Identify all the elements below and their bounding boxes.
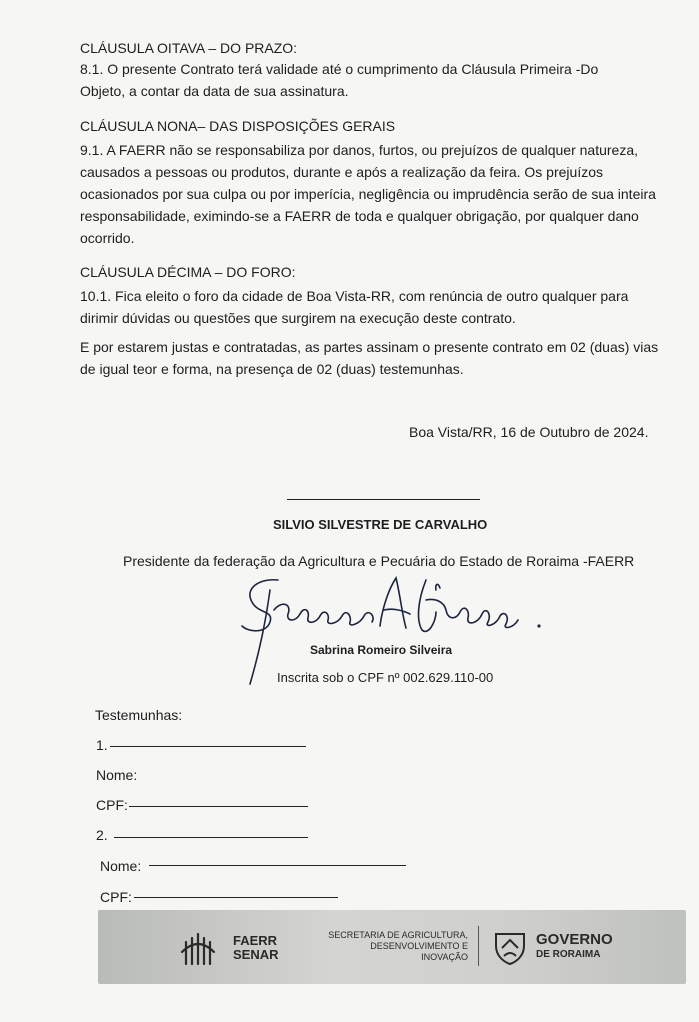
contractor-cpf: Inscrita sob o CPF nº 002.629.110-00 bbox=[277, 670, 494, 685]
footer-divider bbox=[478, 926, 479, 966]
witness-1-cpf-label: CPF: bbox=[96, 797, 128, 813]
roraima-crest-icon bbox=[492, 926, 528, 966]
faerr-label: FAERR bbox=[233, 933, 278, 948]
clause-10-text: 10.1. Fica eleito o foro da cidade de Boa Vista-RR, com renúncia de outro qualquer para dirimir dúvidas ou questões que surgirem na execução deste contrato. bbox=[80, 288, 629, 326]
witness-2-signature-line bbox=[114, 837, 308, 838]
signatory-role: Presidente da federação da Agricultura e Pecuária do Estado de Roraima -FAERR bbox=[123, 553, 635, 569]
senar-label: SENAR bbox=[233, 947, 279, 962]
contractor-name: Sabrina Romeiro Silveira bbox=[310, 643, 453, 657]
witness-1-nome-label: Nome: bbox=[96, 767, 138, 783]
clause-8-heading: CLÁUSULA OITAVA – DO PRAZO: bbox=[80, 40, 298, 56]
witness-2-cpf-line bbox=[134, 897, 338, 898]
de-roraima-label: DE RORAIMA bbox=[536, 949, 601, 960]
witnesses-title: Testemunhas: bbox=[95, 707, 183, 723]
witness-1-cpf-line bbox=[129, 806, 308, 807]
closing-paragraph: E por estarem justas e contratadas, as partes assinam o presente contrato em 02 (duas) vias de igual teor e forma, na presença de 02 (duas) testemunhas. bbox=[80, 339, 659, 377]
clause-9-heading: CLÁUSULA NONA– DAS DISPOSIÇÕES GERAIS bbox=[80, 118, 396, 134]
witness-2-cpf-label: CPF: bbox=[100, 889, 132, 905]
footer-banner bbox=[98, 910, 686, 984]
witness-1-signature-line bbox=[110, 746, 306, 747]
clause-8-text: 8.1. O presente Contrato terá validade até o cumprimento da Cláusula Primeira -Do Objeto, a contar da data de sua assinatura. bbox=[80, 61, 599, 99]
date-place: Boa Vista/RR, 16 de Outubro de 2024. bbox=[409, 424, 649, 440]
witness-2-label: 2. bbox=[96, 827, 108, 843]
secretaria-line-3: INOVAÇÃO bbox=[421, 952, 468, 962]
clause-9-text: 9.1. A FAERR não se responsabiliza por danos, furtos, ou prejuízos de qualquer natureza, causados a pessoas ou produtos, durante e após a realização da feira. Os prejuízos ocasionados por sua culpa ou por imperícia, negligência ou imprudência serão de sua inteira responsabilidade, eximindo-se a FAERR de toda e qualquer obrigação, por qualquer dano ocorrido. bbox=[80, 142, 656, 246]
witness-2-nome-label: Nome: bbox=[100, 858, 142, 874]
witness-2-nome-line bbox=[149, 865, 406, 866]
signature-dot bbox=[537, 624, 540, 627]
faerr-wheat-icon bbox=[178, 928, 218, 968]
signature-line bbox=[287, 499, 480, 500]
witness-1-label: 1. bbox=[96, 737, 108, 753]
secretaria-line-1: SECRETARIA DE AGRICULTURA, bbox=[328, 930, 468, 940]
governo-label: GOVERNO bbox=[536, 931, 613, 948]
signatory-name: SILVIO SILVESTRE DE CARVALHO bbox=[273, 517, 488, 532]
clause-10-heading: CLÁUSULA DÉCIMA – DO FORO: bbox=[80, 264, 296, 280]
secretaria-line-2: DESENVOLVIMENTO E bbox=[370, 941, 468, 951]
